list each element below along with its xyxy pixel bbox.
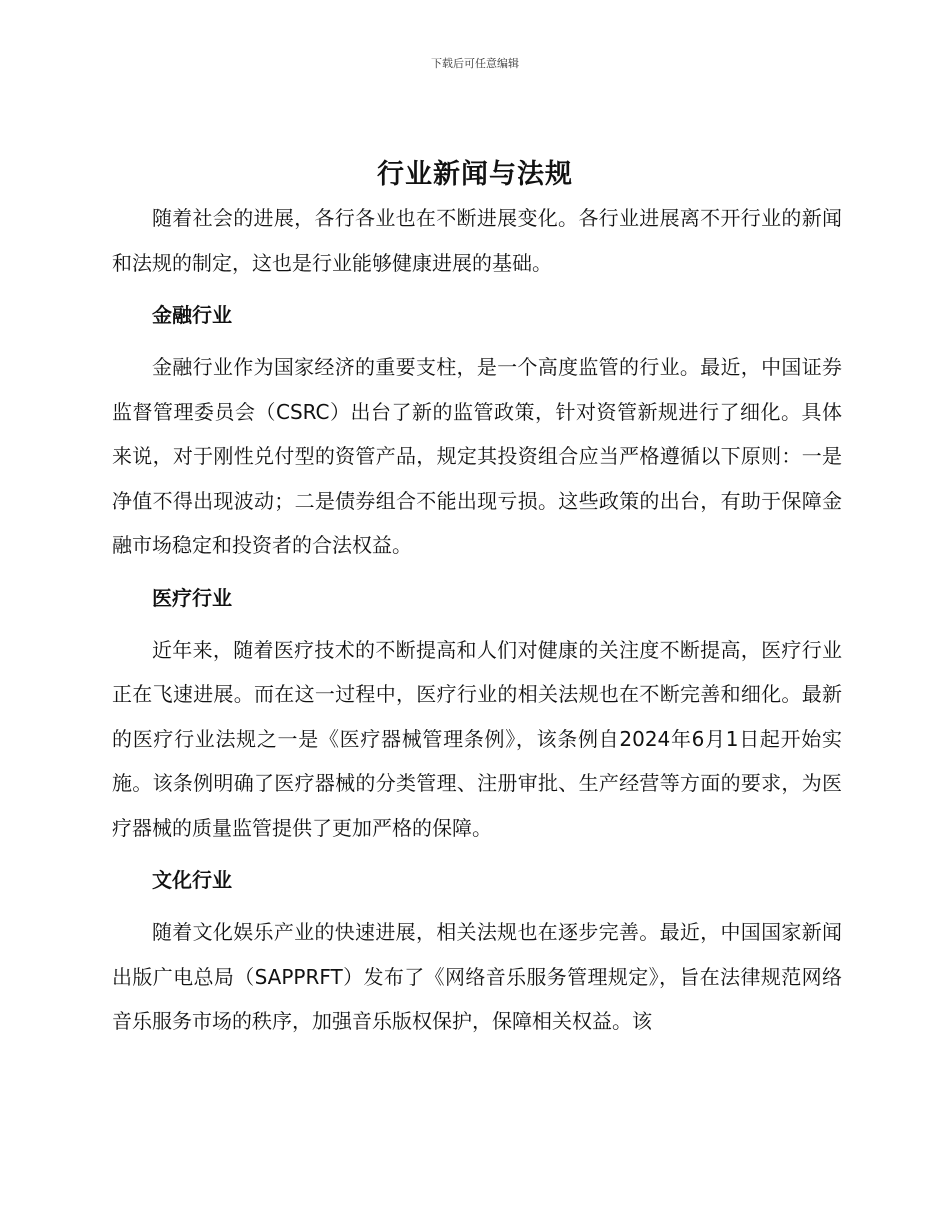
page-title: 行业新闻与法规	[377, 159, 573, 190]
section-body-medical: 近年来，随着医疗技术的不断提高和人们对健康的关注度不断提高，医疗行业正在飞速进展。而在这一过程中，医疗行业的相关法规也在不断完善和细化。最新的医疗行业法规之一是《医疗器械管理条例》，该条例自2024年6月1日起开始实施。该条例明确了医疗器械的分类管理、注册审批、生产经营等方面的要求，为医疗器械的质量监管提供了更加严格的保障。	[112, 637, 842, 840]
header-note: 下载后可任意编辑	[431, 57, 519, 70]
intro-paragraph: 随着社会的进展，各行各业也在不断进展变化。各行业进展离不开行业的新闻和法规的制定，这也是行业能够健康进展的基础。	[112, 206, 842, 275]
document-body	[112, 196, 842, 1044]
section-heading-finance: 金融行业	[152, 303, 232, 327]
section-body-culture: 随着文化娱乐产业的快速进展，相关法规也在逐步完善。最近，中国国家新闻出版广电总局（SAPPRFT）发布了《网络音乐服务管理规定》，旨在法律规范网络音乐服务市场的秩序，加强音乐版权保护，保障相关权益。该	[112, 920, 842, 1033]
section-heading-medical: 医疗行业	[152, 585, 232, 610]
section-body-finance: 金融行业作为国家经济的重要支柱，是一个高度监管的行业。最近，中国证券监督管理委员会（CSRC）出台了新的监管政策，针对资管新规进行了细化。具体来说，对于刚性兑付型的资管产品，规定其投资组合应当严格遵循以下原则：一是净值不得出现波动；二是债券组合不能出现亏损。这些政策的出台，有助于保障金融市场稳定和投资者的合法权益。	[112, 355, 842, 557]
section-heading-culture: 文化行业	[152, 868, 232, 892]
